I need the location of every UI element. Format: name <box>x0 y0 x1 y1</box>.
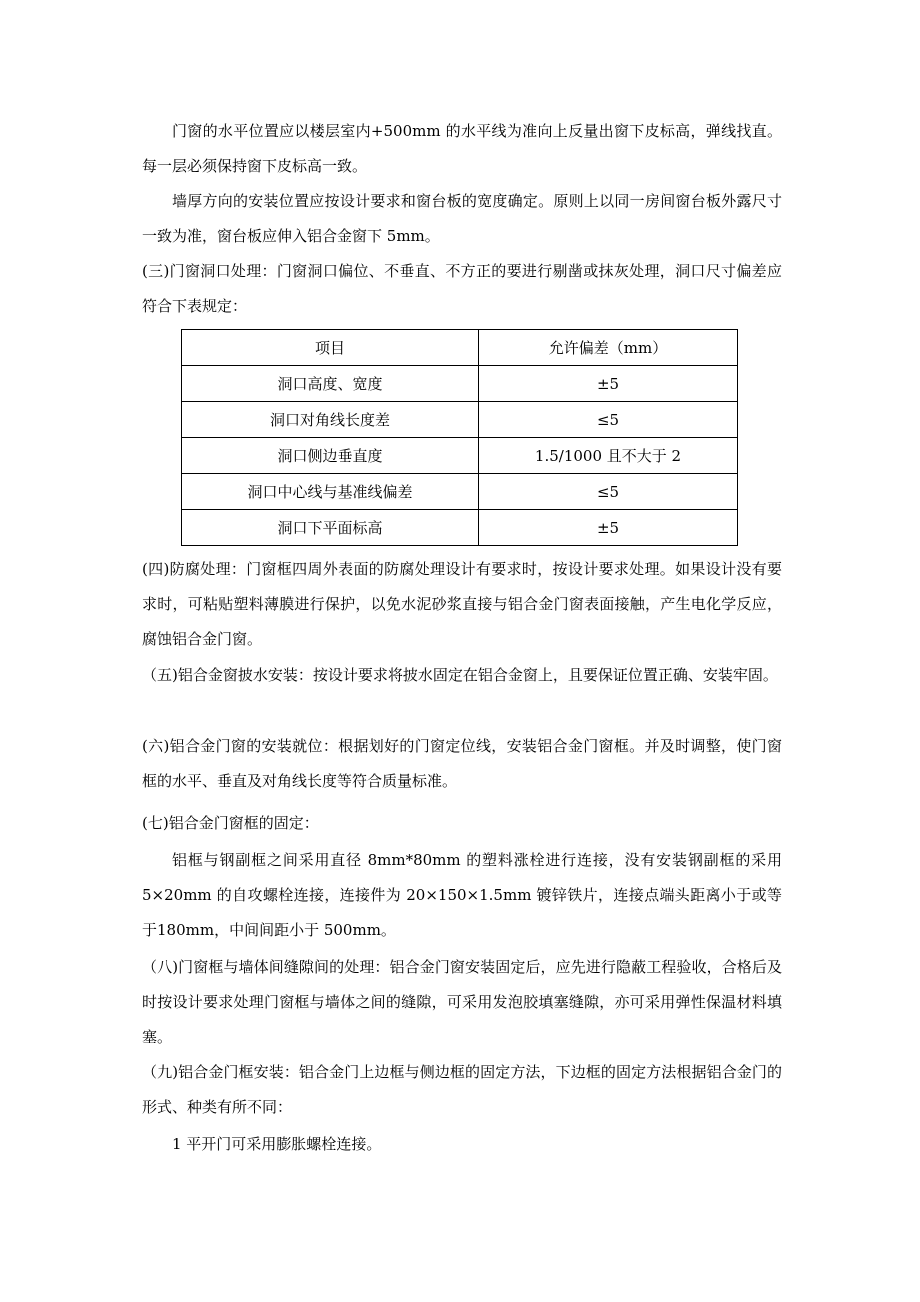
table-cell-deviation: ±5 <box>479 510 738 546</box>
table-cell-item: 洞口对角线长度差 <box>182 402 479 438</box>
table-row <box>182 366 738 402</box>
paragraph-window-placement: (六)铝合金门窗的安装就位：根据划好的门窗定位线，安装铝合金门窗框。并及时调整，使门窗框的水平、垂直及对角线长度等符合质量标准。 <box>142 737 782 790</box>
table-cell-deviation: ±5 <box>479 366 738 402</box>
paragraph-wall-thickness-position: 墙厚方向的安装位置应按设计要求和窗台板的宽度确定。原则上以同一房间窗台板外露尺寸一致为准，窗台板应伸入铝合金窗下 5mm。 <box>142 192 782 245</box>
table-cell-deviation: ≤5 <box>479 474 738 510</box>
paragraph-swing-door: 1 平开门可采用膨胀螺栓连接。 <box>172 1135 382 1153</box>
table-row <box>182 438 738 474</box>
paragraph-gap-treatment: （八)门窗框与墙体间缝隙间的处理：铝合金门窗安装固定后，应先进行隐蔽工程验收，合格后及时按设计要求处理门窗框与墙体之间的缝隙，可采用发泡胶填塞缝隙，亦可采用弹性保温材料填塞。 <box>142 958 782 1046</box>
table-row <box>182 474 738 510</box>
deviation-table-wrapper <box>181 329 738 546</box>
paragraph-opening-treatment: (三)门窗洞口处理：门窗洞口偏位、不垂直、不方正的要进行剔凿或抹灰处理，洞口尺寸偏差应符合下表规定： <box>142 262 782 315</box>
paragraph-frame-fixing-heading: (七)铝合金门窗框的固定： <box>142 814 319 832</box>
paragraph-door-frame-installation: （九)铝合金门框安装：铝合金门上边框与侧边框的固定方法，下边框的固定方法根据铝合金门的形式、种类有所不同： <box>142 1063 782 1116</box>
table-header-row <box>182 330 738 366</box>
table-cell-deviation: 1.5/1000 且不大于 2 <box>479 438 738 474</box>
table-header-item: 项目 <box>182 330 479 366</box>
paragraph-anticorrosion: (四)防腐处理：门窗框四周外表面的防腐处理设计有要求时，按设计要求处理。如果设计没有要求时，可粘贴塑料薄膜进行保护，以免水泥砂浆直接与铝合金门窗表面接触，产生电化学反应，腐蚀铝合金门窗。 <box>142 560 782 648</box>
table-cell-item: 洞口下平面标高 <box>182 510 479 546</box>
table-cell-item: 洞口侧边垂直度 <box>182 438 479 474</box>
table-row <box>182 510 738 546</box>
table-cell-item: 洞口中心线与基准线偏差 <box>182 474 479 510</box>
deviation-table <box>181 329 738 546</box>
paragraph-drip-installation: （五)铝合金窗披水安装：按设计要求将披水固定在铝合金窗上，且要保证位置正确、安装牢固。 <box>142 666 778 684</box>
table-cell-deviation: ≤5 <box>479 402 738 438</box>
table-row <box>182 402 738 438</box>
paragraph-window-horizontal-position: 门窗的水平位置应以楼层室内+500mm 的水平线为准向上反量出窗下皮标高，弹线找直。每一层必须保持窗下皮标高一致。 <box>142 122 782 175</box>
table-header-deviation: 允许偏差（mm） <box>479 330 738 366</box>
paragraph-frame-fixing-detail: 铝框与钢副框之间采用直径 8mm*80mm 的塑料涨栓进行连接，没有安装钢副框的采用 5×20mm 的自攻螺栓连接，连接件为 20×150×1.5mm 镀锌铁片，连接点端头距离小于或等于180mm，中间间距小于 500mm。 <box>142 851 782 939</box>
table-cell-item: 洞口高度、宽度 <box>182 366 479 402</box>
